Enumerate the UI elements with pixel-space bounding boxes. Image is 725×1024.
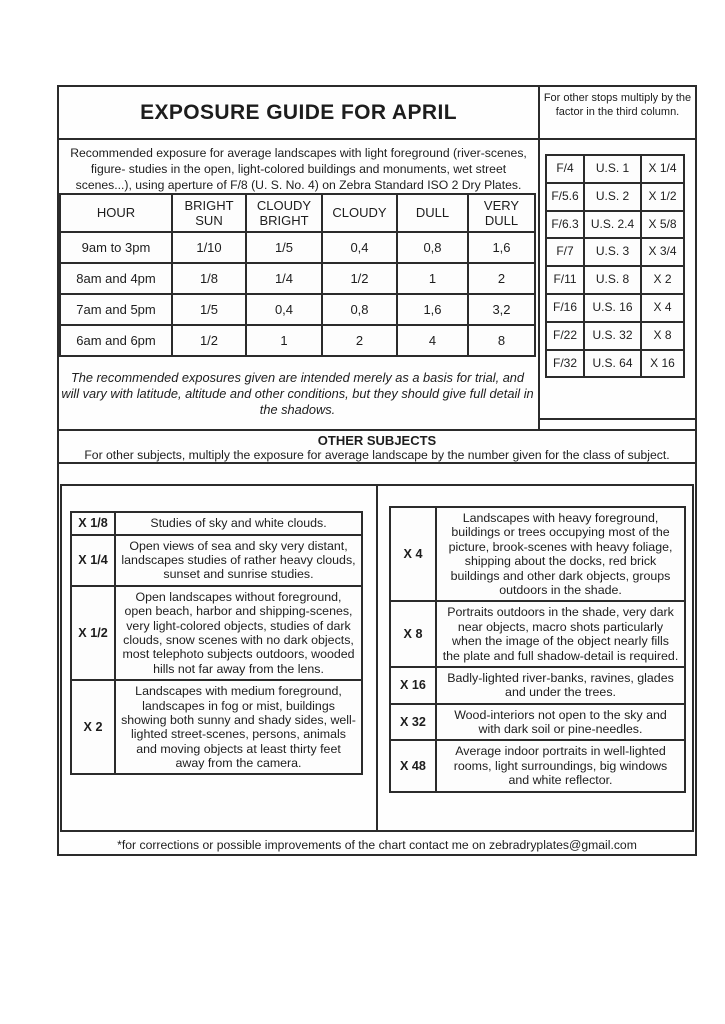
fstop-cell: F/6.3 [546,211,584,239]
column-header-bright-sun: BRIGHT SUN [172,194,246,232]
factor-row [71,680,362,774]
exposure-value-cell: 1,6 [468,232,535,263]
exposure-value-cell: 1/5 [172,294,246,325]
column-header-cloudy-bright: CLOUDY BRIGHT [246,194,322,232]
fstop-cell: F/11 [546,266,584,294]
column-header-cloudy: CLOUDY [322,194,397,232]
other-subjects-header [59,429,695,464]
table-row [60,232,535,263]
factor-row [390,740,685,791]
subject-description-cell: Wood-interiors not open to the sky and with dark soil or pine-needles. [436,704,685,741]
subject-description-cell: Studies of sky and white clouds. [115,512,362,535]
us-number-cell: U.S. 2 [584,183,641,211]
exposure-value-cell: 2 [468,263,535,294]
factors-right-panel [378,486,692,830]
fstop-cell: F/5.6 [546,183,584,211]
top-section [59,87,695,429]
trial-note: The recommended exposures given are intended merely as a basis for trial, and will vary with latitude, altitude and other conditions, but they should give full detail in the shadows. [61,370,534,417]
factor-cell: X 3/4 [641,238,684,266]
fstop-cell: F/22 [546,322,584,350]
factor-cell: X 16 [641,350,684,378]
hour-cell: 8am and 4pm [60,263,172,294]
factor-row [390,601,685,667]
factor-row [71,535,362,586]
exposure-value-cell: 0,8 [322,294,397,325]
table-row [60,263,535,294]
factor-cell: X 1/4 [641,155,684,183]
exposure-value-cell: 1/5 [246,232,322,263]
factor-row [390,667,685,704]
page-title: EXPOSURE GUIDE FOR APRIL [59,87,538,140]
exposure-value-cell: 1/4 [246,263,322,294]
exposure-table [59,193,536,357]
exposure-value-cell: 1,6 [397,294,468,325]
multiplier-cell: X 1/8 [71,512,115,535]
factor-cell: X 1/2 [641,183,684,211]
multiplier-cell: X 1/4 [71,535,115,586]
stops-note: For other stops multiply by the factor in the third column. [540,87,695,140]
exposure-value-cell: 0,4 [322,232,397,263]
exposure-value-cell: 1/10 [172,232,246,263]
exposure-value-cell: 4 [397,325,468,356]
factor-cell: X 2 [641,266,684,294]
subject-description-cell: Portraits outdoors in the shade, very dark near objects, macro shots particularly when the image of the object nearly fills the plate and full shadow-detail is required. [436,601,685,667]
multiplier-cell: X 4 [390,507,436,601]
multiplier-cell: X 1/2 [71,586,115,680]
table-row [60,294,535,325]
exposure-value-cell: 0,4 [246,294,322,325]
column-header-dull: DULL [397,194,468,232]
subject-description-cell: Open landscapes without foreground, open beach, harbor and shipping-scenes, very light-colored objects, studies of dark clouds, snow scenes with no dark objects, most telephoto subjects outdoors, wooded hills not far away from the lens. [115,586,362,680]
footer-note: *for corrections or possible improvements of the chart contact me on zebradryplates@gmail.com [117,838,637,852]
stops-row [546,322,684,350]
us-number-cell: U.S. 16 [584,294,641,322]
factor-row [71,586,362,680]
stops-row [546,238,684,266]
factor-cell: X 4 [641,294,684,322]
fstop-cell: F/32 [546,350,584,378]
multiplier-cell: X 8 [390,601,436,667]
multiplier-cell: X 2 [71,680,115,774]
description-text: Recommended exposure for average landscapes with light foreground (river-scenes, figure- studies in the open, light-colored buildings and monuments, wet street scenes...), using aperture of F/8 (U. S. No. 4) on Zebra Standard ISO 2 Dry Plates. [70,146,527,192]
other-subjects-subtitle: For other subjects, multiply the exposure for average landscape by the number given for the class of subject. [84,448,670,462]
stops-row [546,350,684,378]
stops-column [540,87,695,420]
column-header-hour: HOUR [60,194,172,232]
other-subjects-box [60,484,694,832]
us-number-cell: U.S. 64 [584,350,641,378]
factors-left-panel [62,486,378,830]
stops-row [546,266,684,294]
factor-table-left [70,511,363,775]
stops-table [545,154,685,378]
exposure-value-cell: 2 [322,325,397,356]
top-left-region [59,87,540,429]
subject-description-cell: Landscapes with medium foreground, landscapes in fog or mist, buildings showing both sunny and shady sides, well-lighted street-scenes, persons, animals and moving objects at least thirty feet away from the camera. [115,680,362,774]
exposure-value-cell: 3,2 [468,294,535,325]
factor-cell: X 5/8 [641,211,684,239]
us-number-cell: U.S. 3 [584,238,641,266]
stops-row [546,211,684,239]
multiplier-cell: X 32 [390,704,436,741]
subject-description-cell: Landscapes with heavy foreground, buildings or trees occupying most of the picture, brook-scenes with heavy foliage, shipping about the docks, red brick buildings and other dark objects, groups outdoors in the shade. [436,507,685,601]
exposure-value-cell: 0,8 [397,232,468,263]
hour-cell: 9am to 3pm [60,232,172,263]
fstop-cell: F/16 [546,294,584,322]
exposure-table-header-row [60,194,535,232]
factor-row [390,704,685,741]
stops-row [546,183,684,211]
exposure-value-cell: 1 [397,263,468,294]
factor-row [71,512,362,535]
factor-row [390,507,685,601]
us-number-cell: U.S. 32 [584,322,641,350]
exposure-guide-document [57,85,697,856]
fstop-cell: F/7 [546,238,584,266]
multiplier-cell: X 16 [390,667,436,704]
exposure-value-cell: 1/2 [172,325,246,356]
exposure-value-cell: 1/2 [322,263,397,294]
factor-table-right [389,506,686,793]
factor-cell: X 8 [641,322,684,350]
fstop-cell: F/4 [546,155,584,183]
subject-description-cell: Badly-lighted river-banks, ravines, glades and under the trees. [436,667,685,704]
stops-row [546,294,684,322]
bottom-section [59,464,695,854]
hour-cell: 6am and 6pm [60,325,172,356]
us-number-cell: U.S. 8 [584,266,641,294]
exposure-value-cell: 8 [468,325,535,356]
us-number-cell: U.S. 2.4 [584,211,641,239]
subject-description-cell: Open views of sea and sky very distant, landscapes studies of rather heavy clouds, sunset and sunrise studies. [115,535,362,586]
stops-row [546,155,684,183]
other-subjects-title: OTHER SUBJECTS [317,433,437,448]
table-row [60,325,535,356]
column-header-very-dull: VERY DULL [468,194,535,232]
multiplier-cell: X 48 [390,740,436,791]
exposure-value-cell: 1/8 [172,263,246,294]
hour-cell: 7am and 5pm [60,294,172,325]
us-number-cell: U.S. 1 [584,155,641,183]
subject-description-cell: Average indoor portraits in well-lighted rooms, light surroundings, big windows and white reflector. [436,740,685,791]
exposure-value-cell: 1 [246,325,322,356]
